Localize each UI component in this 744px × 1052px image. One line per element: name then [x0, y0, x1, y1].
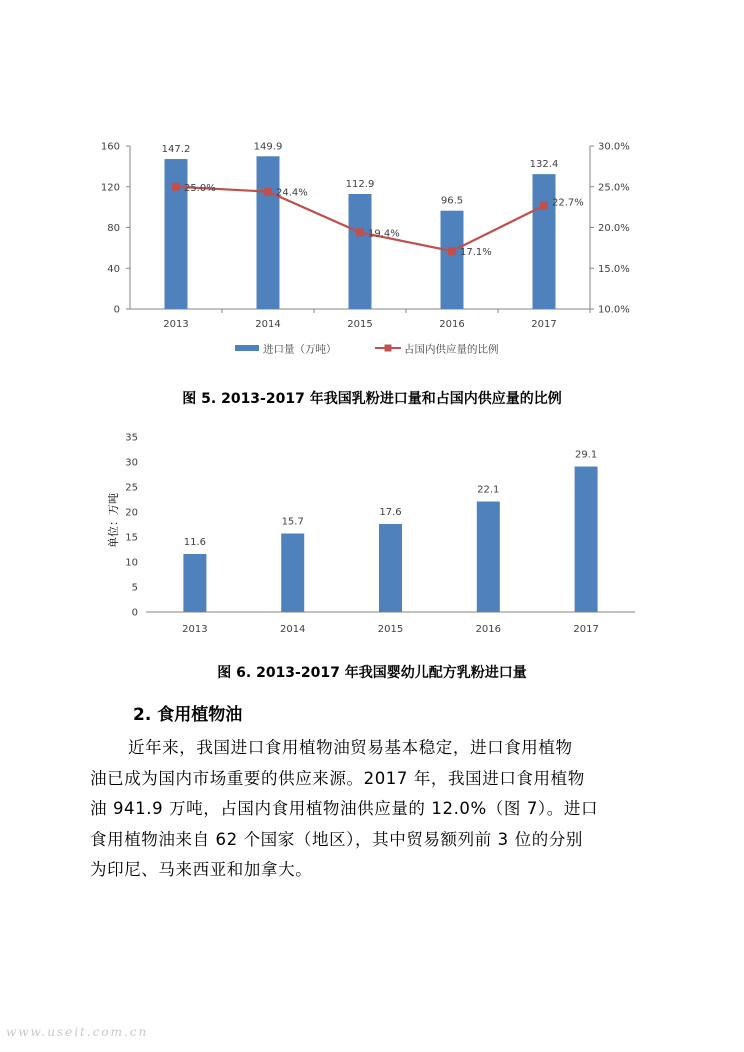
line-data-label: 17.1%	[460, 247, 492, 259]
milk-powder-import-chart	[90, 128, 650, 378]
line-data-label: 24.4%	[276, 187, 308, 199]
legend-bar-label: 进口量（万吨）	[263, 343, 337, 356]
x-tick-label: 2015	[377, 624, 404, 635]
bar	[165, 159, 188, 309]
bar-data-label: 22.1	[477, 484, 500, 496]
legend-bar-swatch	[235, 345, 259, 351]
paragraph-line: 油已成为国内市场重要的供应来源。2017 年，我国进口食用植物	[90, 768, 585, 788]
x-tick-label: 2015	[347, 319, 373, 330]
bar	[379, 524, 402, 612]
y-tick-label: 25	[125, 482, 138, 494]
left-tick-label: 40	[107, 263, 120, 275]
x-tick-label: 2014	[279, 624, 306, 635]
x-tick-label: 2014	[255, 319, 281, 330]
paragraph-line: 近年来，我国进口食用植物油贸易基本稳定，进口食用植物	[128, 738, 573, 757]
paragraph-line: 油 941.9 万吨，占国内食用植物油供应量的 12.0%（图 7）。进口	[90, 799, 599, 818]
bar-data-label: 17.6	[379, 507, 402, 518]
line-marker	[172, 183, 180, 191]
x-tick-label: 2016	[475, 624, 502, 635]
left-tick-label: 0	[113, 304, 120, 316]
legend-line-label: 占国内供应量的比例	[404, 343, 499, 356]
figure-6-caption: 图 6. 2013-2017 年我国婴幼儿配方乳粉进口量	[217, 665, 527, 681]
x-tick-label: 2013	[182, 624, 208, 635]
bar	[441, 211, 464, 309]
bar-data-label: 112.9	[345, 178, 375, 190]
paragraph-line: 为印尼、马来西亚和加拿大。	[90, 860, 313, 879]
right-tick-label: 30.0%	[598, 141, 630, 153]
section-heading: 2. 食用植物油	[133, 705, 243, 725]
right-tick-label: 25.0%	[598, 182, 630, 194]
bar-data-label: 29.1	[574, 449, 598, 461]
line-marker	[448, 247, 456, 255]
body-paragraph	[90, 733, 662, 886]
bar	[477, 502, 500, 613]
right-tick-label: 20.0%	[598, 223, 630, 234]
y-tick-label: 0	[131, 607, 138, 619]
left-tick-label: 120	[100, 182, 120, 194]
bar-data-label: 132.4	[529, 159, 559, 171]
line-data-label: 19.4%	[368, 228, 400, 240]
y-tick-label: 15	[125, 532, 138, 544]
right-tick-label: 10.0%	[598, 304, 630, 316]
y-tick-label: 35	[125, 432, 138, 444]
line-marker	[264, 188, 272, 196]
watermark: www.useit.com.cn	[6, 1025, 149, 1039]
bar-data-label: 96.5	[440, 195, 464, 207]
x-tick-label: 2017	[531, 319, 557, 330]
y-axis-label: 单位：万吨	[107, 493, 120, 548]
y-tick-label: 30	[125, 457, 138, 469]
paragraph-line: 食用植物油来自 62 个国家（地区），其中贸易额列前 3 位的分别	[90, 829, 584, 849]
figure-5-caption: 图 5. 2013-2017 年我国乳粉进口量和占国内供应量的比例	[182, 391, 562, 407]
line-marker	[356, 228, 364, 236]
line-data-label: 22.7%	[552, 197, 584, 209]
bar-data-label: 147.2	[161, 144, 191, 156]
left-tick-label: 160	[100, 141, 120, 153]
bar-data-label: 15.7	[281, 516, 304, 528]
line-data-label: 25.0%	[184, 182, 216, 194]
bar	[533, 174, 556, 309]
bar	[183, 554, 206, 612]
x-tick-label: 2017	[573, 624, 599, 635]
y-tick-label: 5	[131, 582, 138, 594]
bar-data-label: 11.6	[183, 537, 207, 548]
y-tick-label: 20	[125, 507, 138, 519]
bar	[349, 194, 372, 309]
left-tick-label: 80	[107, 223, 120, 234]
x-tick-label: 2016	[439, 319, 465, 330]
bar	[281, 534, 304, 613]
infant-formula-import-chart	[90, 425, 650, 640]
y-tick-label: 10	[125, 557, 138, 569]
right-tick-label: 15.0%	[598, 263, 630, 275]
line-marker	[540, 201, 548, 209]
bar-data-label: 149.9	[253, 141, 283, 153]
x-tick-label: 2013	[163, 319, 189, 330]
bar	[257, 156, 280, 309]
bar	[575, 467, 598, 613]
legend-line-marker	[385, 345, 392, 352]
